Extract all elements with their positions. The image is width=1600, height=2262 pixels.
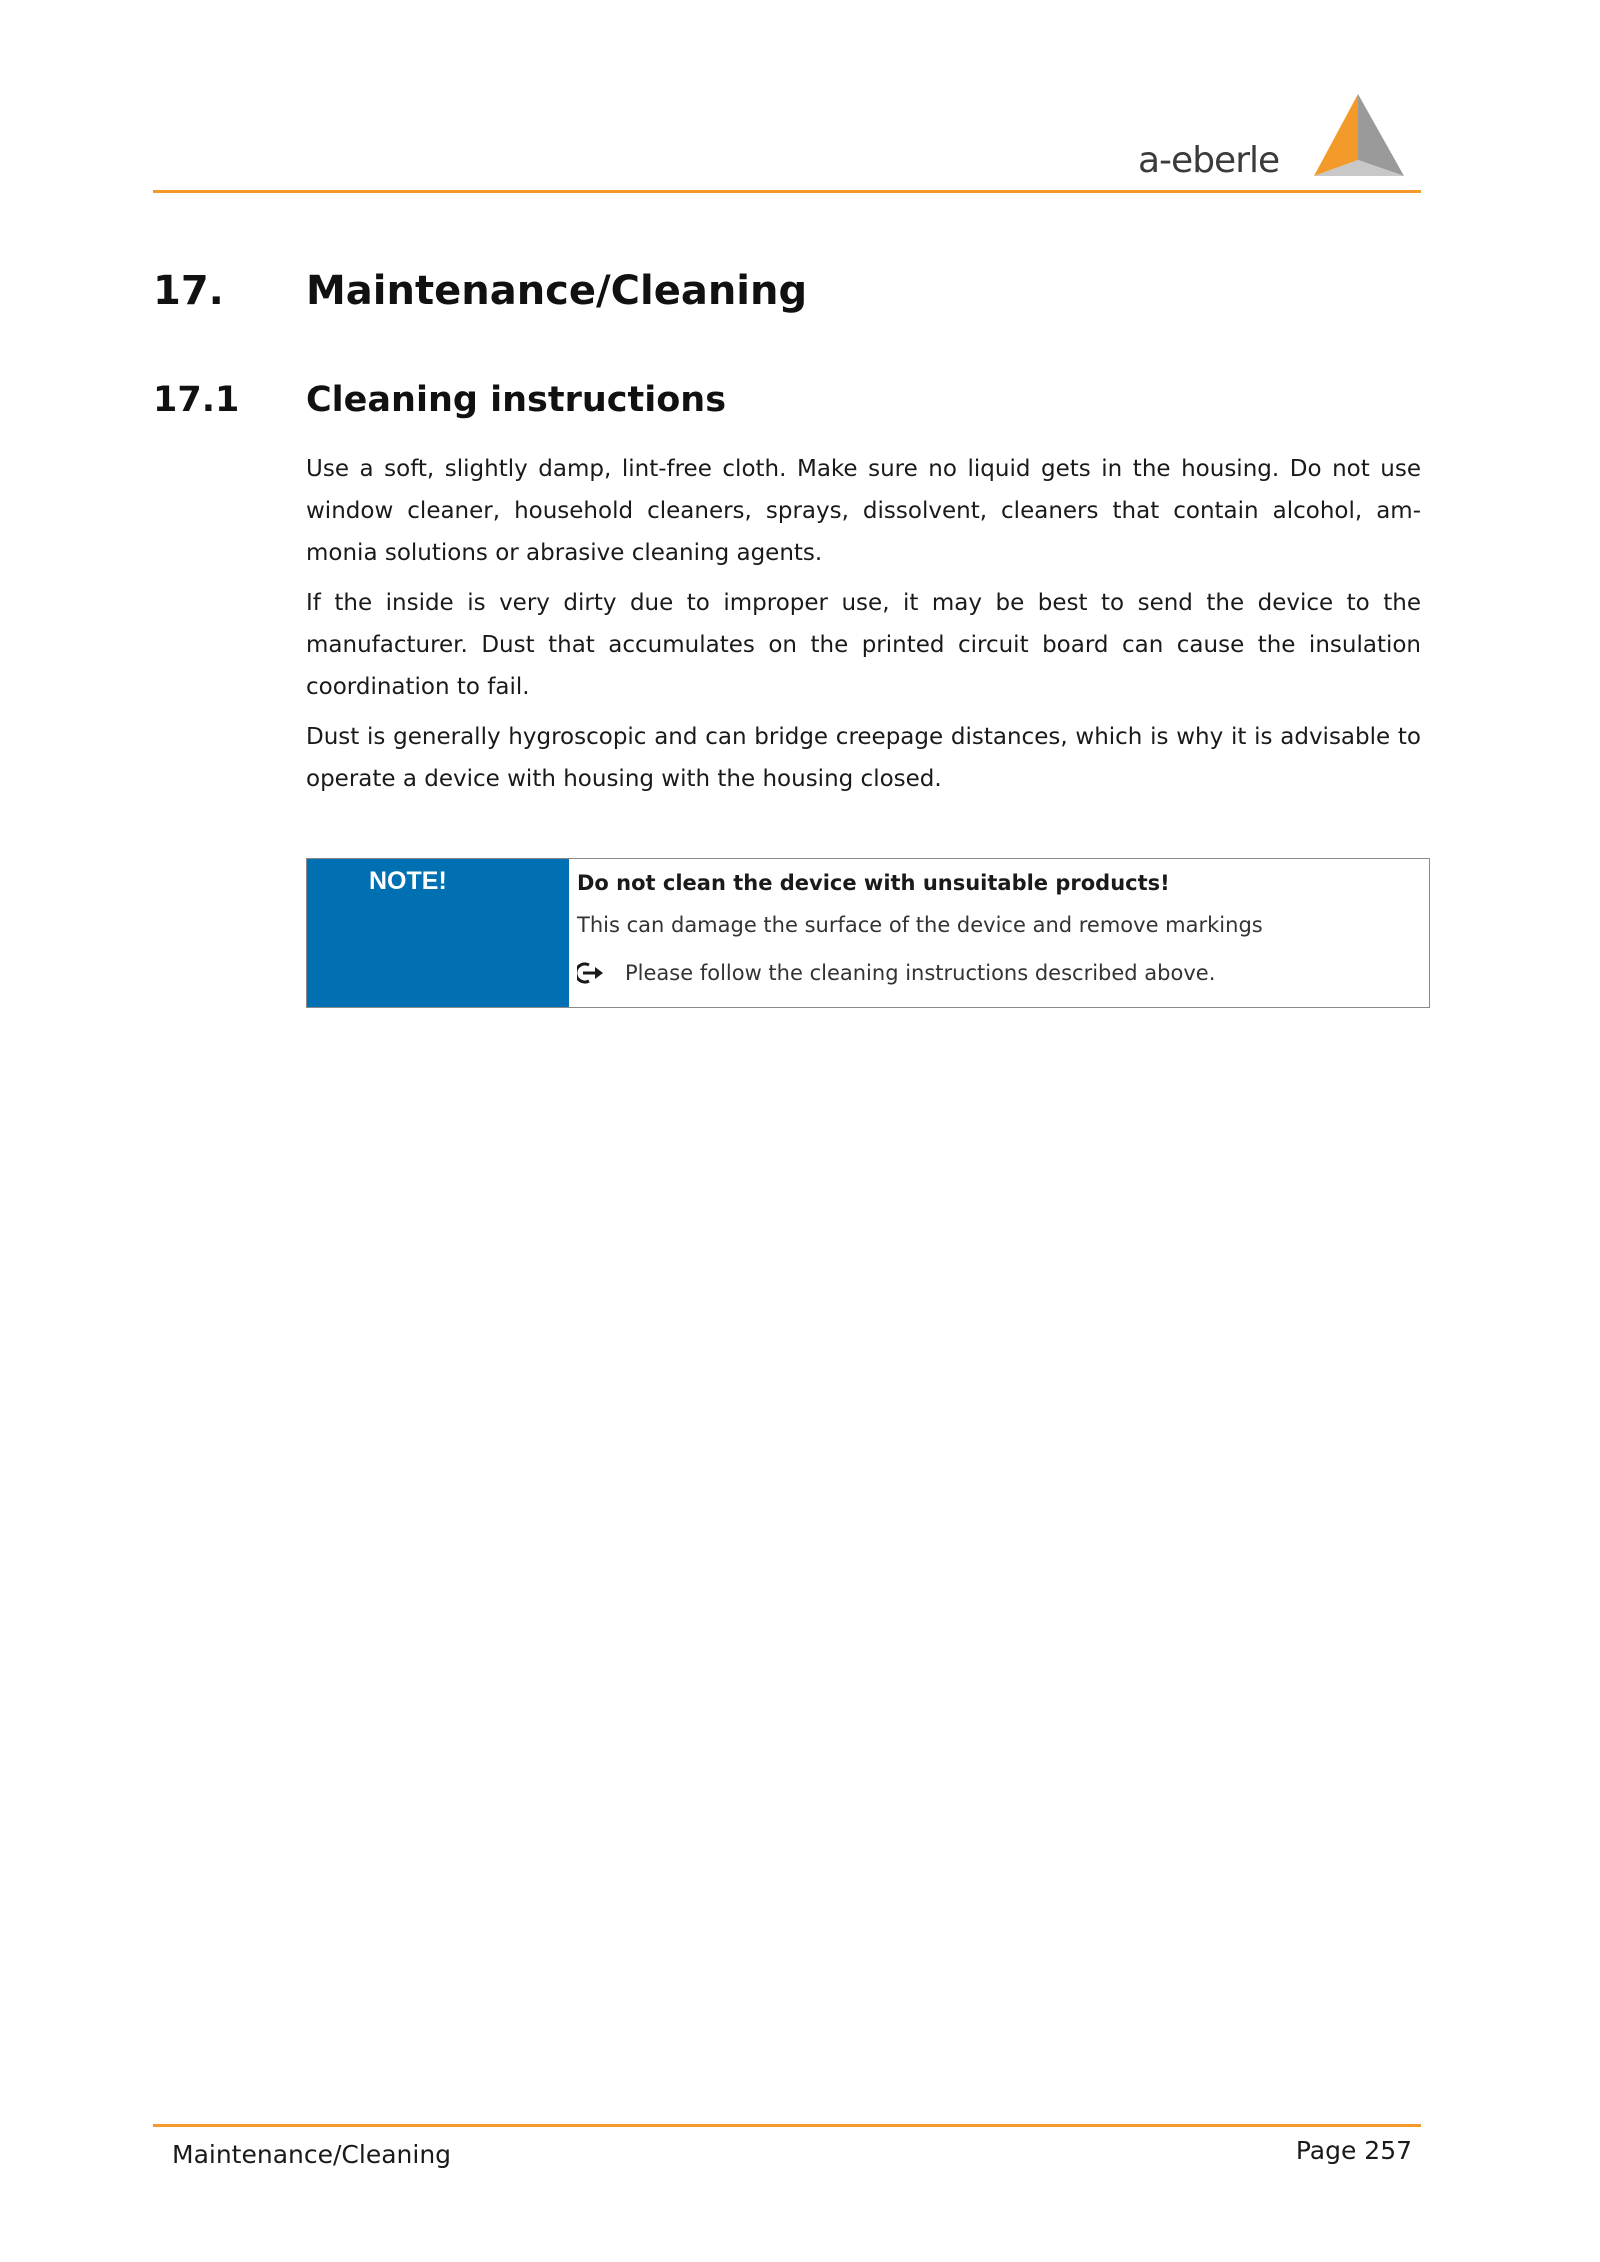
note-heading: Do not clean the device with unsuitable products!	[577, 871, 1170, 895]
logo-text: a-eberle	[1138, 140, 1280, 181]
note-description: This can damage the surface of the device and remove markings	[577, 913, 1263, 937]
note-box	[306, 858, 1430, 1008]
footer-section-name: Maintenance/Cleaning	[172, 2140, 452, 2169]
note-action	[577, 961, 1215, 985]
note-action-text: Please follow the cleaning instructions described above.	[625, 961, 1216, 985]
footer-page-number: Page 257	[1295, 2136, 1412, 2165]
logo-triangle-icon	[1308, 90, 1408, 182]
section-number: 17.1	[153, 380, 240, 420]
arrow-right-icon	[577, 961, 605, 985]
note-content	[569, 859, 1429, 1007]
note-label-cell	[307, 859, 569, 1007]
chapter-number: 17.	[153, 268, 224, 314]
header-rule	[153, 190, 1421, 193]
paragraph: Use a soft, slightly damp, lint-free cloth. Make sure no liquid gets in the housing. Do not use window cleaner, household cleaners, sprays, dissolvent, cleaners that contain alcohol, am-monia solutions or abrasive cleaning agents.	[306, 456, 1421, 566]
section-title: Cleaning instructions	[306, 380, 727, 420]
note-label: NOTE!	[369, 867, 447, 895]
chapter-title: Maintenance/Cleaning	[306, 268, 808, 314]
company-logo	[1138, 90, 1410, 185]
footer-rule	[153, 2124, 1421, 2127]
paragraph: If the inside is very dirty due to improper use, it may be best to send the device to the manufacturer. Dust that accumulates on the printed circuit board can cause the insulation coordination to fail.	[306, 590, 1421, 700]
section-body	[306, 448, 1421, 808]
paragraph: Dust is generally hygroscopic and can bridge creepage distances, which is why it is advisable to operate a device with housing with the housing closed.	[306, 724, 1421, 792]
